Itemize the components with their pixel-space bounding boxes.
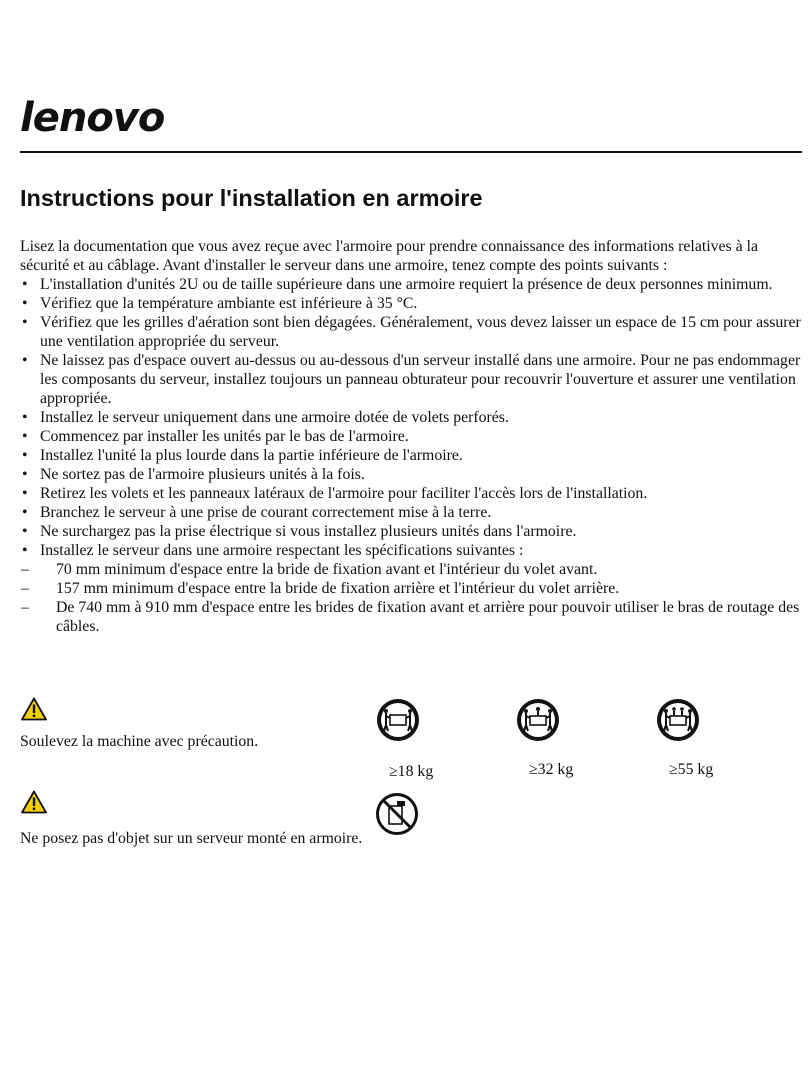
- no-object-caution-caption: Ne posez pas d'objet sur un serveur monté en armoire.: [20, 830, 363, 847]
- list-item: • Vérifiez que la température ambiante est inférieure à 35 °C.: [20, 294, 802, 313]
- list-item: • Installez l'unité la plus lourde dans la partie inférieure de l'armoire.: [20, 446, 802, 465]
- list-item: • Branchez le serveur à une prise de courant correctement mise à la terre.: [20, 503, 802, 522]
- list-item: • Commencez par installer les unités par le bas de l'armoire.: [20, 427, 802, 446]
- list-item-specifications: [20, 541, 802, 636]
- list-item-text: Installez le serveur dans une armoire respectant les spécifications suivantes :: [40, 542, 524, 559]
- weight-label-32kg: ≥32 kg: [529, 761, 574, 778]
- instructions-body: [20, 237, 802, 636]
- list-item: • Ne laissez pas d'espace ouvert au-dessus ou au-dessous d'un serveur installé dans une armoire. Pour ne pas endommager les composants du serveur, installez toujours un panneau obturateur pour recouvrir l'ouverture et assurer une ventilation appropriée.: [20, 351, 802, 408]
- three-person-lift-icon: [516, 698, 560, 742]
- two-person-lift-icon: [376, 698, 420, 742]
- list-item: • L'installation d'unités 2U ou de taille supérieure dans une armoire requiert la présence de deux personnes minimum.: [20, 275, 802, 294]
- list-item: • Ne surchargez pas la prise électrique si vous installez plusieurs unités dans l'armoire.: [20, 522, 802, 541]
- page-title: Instructions pour l'installation en armoire: [20, 185, 483, 211]
- warning-triangle-icon: [21, 790, 47, 819]
- no-objects-on-top-icon: [375, 792, 419, 836]
- weight-label-18kg: ≥18 kg: [389, 763, 434, 780]
- intro-paragraph: Lisez la documentation que vous avez reçue avec l'armoire pour prendre connaissance des informations relatives à la sécurité et au câblage. Avant d'installer le serveur dans une armoire, tenez compte des points suivants :: [20, 238, 758, 274]
- weight-label-55kg: ≥55 kg: [669, 761, 714, 778]
- lenovo-logo: lenovo: [20, 95, 165, 141]
- sub-list-item: – 157 mm minimum d'espace entre la bride de fixation arrière et l'intérieur du volet arrière.: [20, 579, 802, 598]
- list-item: • Ne sortez pas de l'armoire plusieurs unités à la fois.: [20, 465, 802, 484]
- warning-triangle-icon: [21, 697, 47, 726]
- specifications-sublist: [40, 560, 802, 636]
- header-rule: [20, 151, 802, 153]
- list-item: • Installez le serveur uniquement dans une armoire dotée de volets perforés.: [20, 408, 802, 427]
- sub-list-item: – De 740 mm à 910 mm d'espace entre les brides de fixation avant et arrière pour pouvoir utiliser le bras de routage des câbles.: [20, 598, 802, 636]
- requirements-list: [20, 275, 802, 636]
- list-item: • Vérifiez que les grilles d'aération sont bien dégagées. Généralement, vous devez laisser un espace de 15 cm pour assurer une ventilation appropriée du serveur.: [20, 313, 802, 351]
- four-person-lift-icon: [656, 698, 700, 742]
- sub-list-item: – 70 mm minimum d'espace entre la bride de fixation avant et l'intérieur du volet avant.: [20, 560, 802, 579]
- lift-caution-caption: Soulevez la machine avec précaution.: [20, 733, 259, 750]
- list-item: • Retirez les volets et les panneaux latéraux de l'armoire pour faciliter l'accès lors de l'installation.: [20, 484, 802, 503]
